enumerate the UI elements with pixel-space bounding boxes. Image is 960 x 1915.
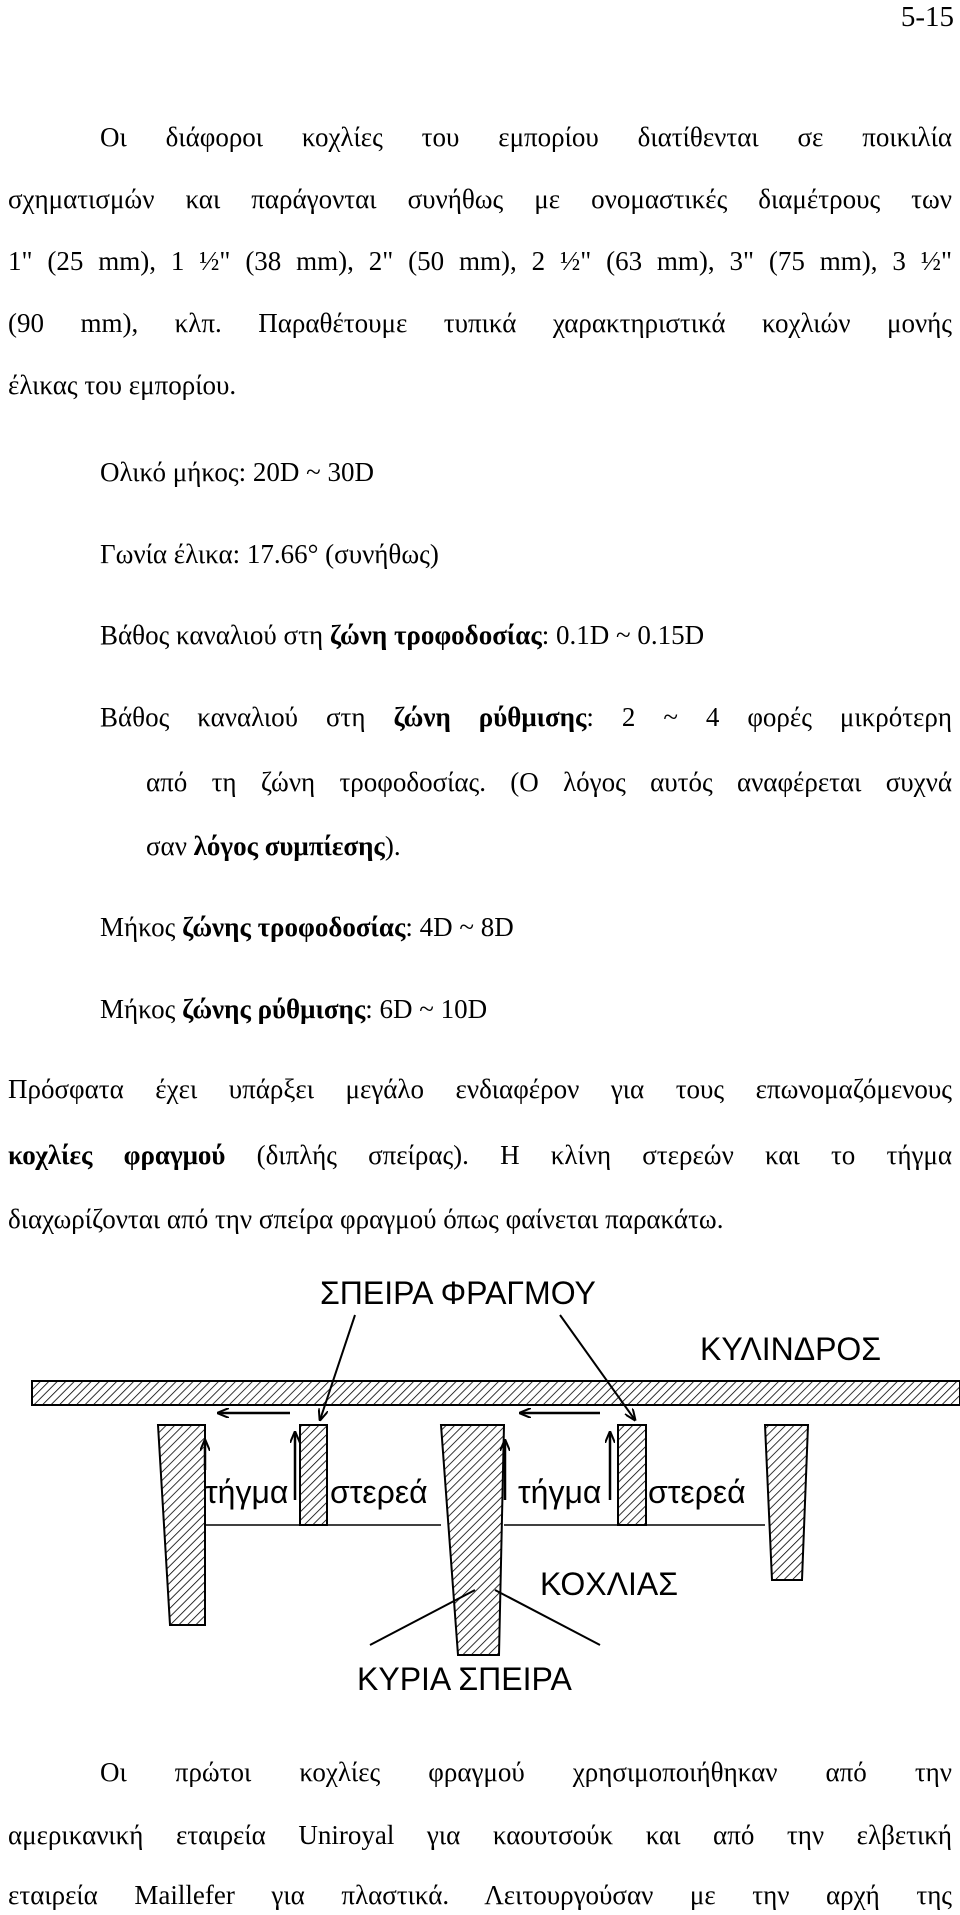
- para1-line-1: Οι διάφοροι κοχλίες του εμπορίου διατίθενται σε ποικιλία: [100, 122, 952, 152]
- label-solids-2: στερεά: [648, 1474, 746, 1510]
- spec-meter-length: Μήκος ζώνης ρύθμισης: 6D ~ 10D: [100, 994, 488, 1024]
- label-barrier-flight: ΣΠΕΙΡΑ ΦΡΑΓΜΟΥ: [320, 1275, 596, 1311]
- barrier-flight-left: [300, 1425, 327, 1525]
- main-flight-right: [765, 1425, 808, 1580]
- spec-meter-depth-line3: σαν λόγος συμπίεσης).: [146, 831, 401, 861]
- label-melt-1: τήγμα: [205, 1474, 289, 1510]
- para2-line-1: Πρόσφατα έχει υπάρξει μεγάλο ενδιαφέρον για τους επωνομαζόμενους: [8, 1074, 952, 1104]
- main-flight-center: [441, 1425, 504, 1655]
- spec-helix-angle: Γωνία έλικα: 17.66° (συνήθως): [100, 539, 439, 569]
- spec-meter-depth: Βάθος καναλιού στη ζώνη ρύθμισης: 2 ~ 4 φορές μικρότερη: [100, 702, 952, 732]
- para3-line-1: Οι πρώτοι κοχλίες φραγμού χρησιμοποιήθηκαν από την: [100, 1757, 952, 1787]
- barrier-flight-right: [618, 1425, 646, 1525]
- para3-line-2: αμερικανική εταιρεία Uniroyal για καουτσούκ και από την ελβετική: [8, 1820, 952, 1850]
- para1-line-4: (90 mm), κλπ. Παραθέτουμε τυπικά χαρακτηριστικά κοχλιών μονής: [8, 308, 952, 338]
- page-number: 5-15: [900, 1, 954, 33]
- para1-line-3: 1" (25 mm), 1 ½" (38 mm), 2" (50 mm), 2 ½" (63 mm), 3" (75 mm), 3 ½": [8, 246, 952, 276]
- spec-total-length: Ολικό μήκος: 20D ~ 30D: [100, 457, 374, 487]
- para2-line-3: διαχωρίζονται από την σπείρα φραγμού όπως φαίνεται παρακάτω.: [8, 1204, 724, 1234]
- label-barrel: ΚΥΛΙΝΔΡΟΣ: [700, 1331, 882, 1367]
- para1-line-2: σχηματισμών και παράγονται συνήθως με ονομαστικές διαμέτρους των: [8, 184, 952, 214]
- para2-line-2: κοχλίες φραγμού (διπλής σπείρας). Η κλίνη στερεών και το τήγμα: [8, 1140, 952, 1170]
- label-main-flight: ΚΥΡΙΑ ΣΠΕΙΡΑ: [357, 1661, 572, 1697]
- main-flight-left: [158, 1425, 205, 1625]
- spec-feed-depth: Βάθος καναλιού στη ζώνη τροφοδοσίας: 0.1D ~ 0.15D: [100, 620, 705, 650]
- spec-feed-length: Μήκος ζώνης τροφοδοσίας: 4D ~ 8D: [100, 912, 514, 942]
- label-screw: ΚΟΧΛΙΑΣ: [540, 1566, 678, 1602]
- para3-line-3: εταιρεία Maillefer για πλαστικά. Λειτουργούσαν με την αρχή της: [8, 1880, 952, 1910]
- barrel-wall: [32, 1381, 960, 1405]
- barrier-screw-diagram: [0, 1260, 960, 1700]
- para1-line-5: έλικας του εμπορίου.: [8, 370, 237, 400]
- label-solids-1: στερεά: [330, 1474, 428, 1510]
- spec-meter-depth-line2: από τη ζώνη τροφοδοσίας. (Ο λόγος αυτός αναφέρεται συχνά: [146, 767, 952, 797]
- label-melt-2: τήγμα: [518, 1474, 602, 1510]
